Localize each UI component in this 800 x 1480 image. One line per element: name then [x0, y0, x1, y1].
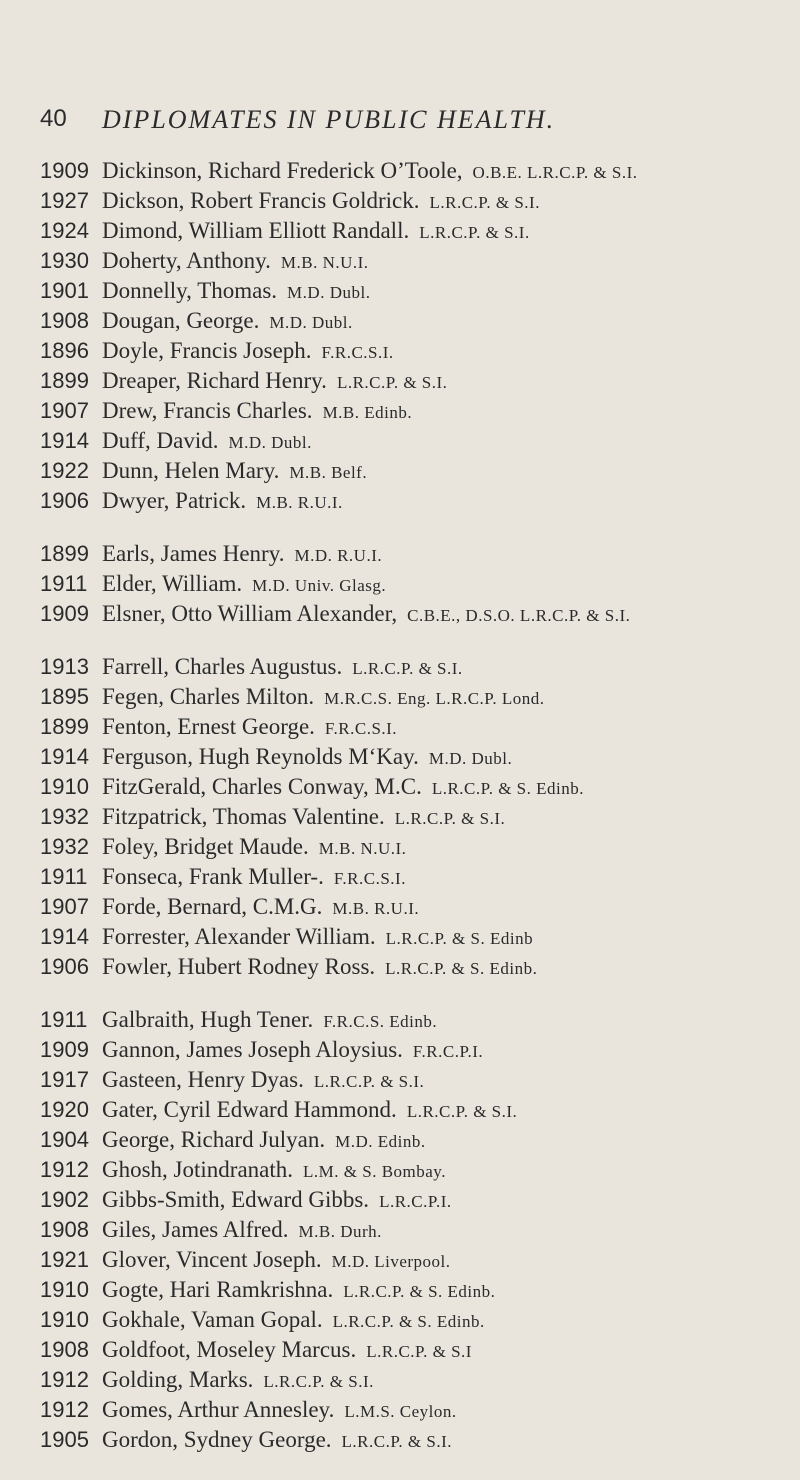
entry-name: Gomes, Arthur Annesley.	[102, 1397, 335, 1422]
entry-qualifications: M.B. Durh.	[298, 1222, 382, 1241]
entry-text	[102, 458, 367, 484]
entry-name: George, Richard Julyan.	[102, 1127, 326, 1152]
list-item	[0, 834, 800, 864]
entry-name: Dickinson, Richard Frederick O’Toole,	[102, 158, 463, 183]
entry-year: 1917	[40, 1067, 89, 1092]
list-item	[0, 158, 800, 188]
entry-text	[102, 1127, 426, 1153]
list-item	[0, 1367, 800, 1397]
entry-text	[102, 1247, 451, 1273]
entry-text	[102, 308, 353, 334]
page-number: 40	[40, 105, 67, 132]
list-item	[0, 368, 800, 398]
entry-text	[102, 654, 463, 680]
entry-qualifications: M.B. N.U.I.	[280, 253, 369, 272]
entry-qualifications: L.R.C.P. & S.I.	[419, 223, 530, 242]
entry-year: 1911	[40, 864, 88, 889]
entry-name: Gasteen, Henry Dyas.	[102, 1067, 304, 1092]
entry-text	[102, 684, 545, 710]
entry-text	[102, 1037, 483, 1063]
entry-name: Farrell, Charles Augustus.	[102, 654, 343, 679]
entry-qualifications: M.R.C.S. Eng. L.R.C.P. Lond.	[324, 689, 545, 708]
list-item	[0, 924, 800, 954]
entry-text	[102, 158, 638, 184]
list-item	[0, 954, 800, 984]
entry-text	[102, 1367, 374, 1393]
entry-qualifications: M.B. Belf.	[289, 463, 368, 482]
entry-name: Dwyer, Patrick.	[102, 488, 247, 513]
entry-year: 1910	[40, 1307, 89, 1332]
entry-text	[102, 601, 630, 627]
entry-year: 1902	[40, 1187, 89, 1212]
entry-qualifications: F.R.C.S. Edinb.	[323, 1012, 438, 1031]
list-item	[0, 654, 800, 684]
entry-year: 1927	[40, 188, 89, 213]
diplomate-list	[0, 158, 800, 1480]
entry-name: Golding, Marks.	[102, 1367, 254, 1392]
entry-qualifications: L.R.C.P. & S. Edinb.	[431, 779, 584, 798]
entry-year: 1895	[40, 684, 89, 709]
page-header	[0, 105, 800, 145]
entry-qualifications: F.R.C.P.I.	[412, 1042, 484, 1061]
entry-year: 1911	[40, 1007, 88, 1032]
entry-qualifications: L.R.C.P. & S. Edinb.	[385, 959, 538, 978]
list-item	[0, 1037, 800, 1067]
entry-text	[102, 338, 394, 364]
list-item	[0, 894, 800, 924]
entry-name: Ghosh, Jotindranath.	[102, 1157, 294, 1182]
entry-year: 1922	[40, 458, 89, 483]
list-item	[0, 1247, 800, 1277]
entry-name: Dunn, Helen Mary.	[102, 458, 280, 483]
entry-year: 1896	[40, 338, 89, 363]
entry-year: 1910	[40, 774, 89, 799]
entry-year: 1920	[40, 1097, 89, 1122]
entry-name: Fitzpatrick, Thomas Valentine.	[102, 804, 385, 829]
entry-name: Giles, James Alfred.	[102, 1217, 289, 1242]
entry-year: 1908	[40, 308, 89, 333]
entry-text	[102, 954, 537, 980]
entry-qualifications: M.D. Univ. Glasg.	[252, 576, 387, 595]
entry-year: 1912	[40, 1157, 89, 1182]
entry-text	[102, 924, 533, 950]
entry-text	[102, 714, 397, 740]
entry-year: 1908	[40, 1337, 89, 1362]
entry-qualifications: M.B. N.U.I.	[318, 839, 407, 858]
entry-name: Gordon, Sydney George.	[102, 1427, 332, 1452]
entry-year: 1899	[40, 541, 89, 566]
list-item	[0, 1157, 800, 1187]
entry-year: 1914	[40, 924, 89, 949]
entry-qualifications: C.B.E., D.S.O. L.R.C.P. & S.I.	[407, 606, 631, 625]
list-item	[0, 1397, 800, 1427]
list-item	[0, 1337, 800, 1367]
list-item	[0, 188, 800, 218]
entry-text	[102, 188, 540, 214]
entry-qualifications: M.B. R.U.I.	[256, 493, 343, 512]
list-item	[0, 398, 800, 428]
entry-name: Fonseca, Frank Muller-.	[102, 864, 324, 889]
entry-name: Dougan, George.	[102, 308, 260, 333]
entry-qualifications: L.R.C.P. & S. Edinb.	[343, 1282, 496, 1301]
entry-qualifications: M.D. Dubl.	[228, 433, 312, 452]
entry-year: 1907	[40, 398, 89, 423]
list-item	[0, 338, 800, 368]
entry-qualifications: L.R.C.P. & S. Edinb.	[332, 1312, 485, 1331]
entry-year: 1905	[40, 1427, 89, 1452]
entry-qualifications: L.R.C.P. & S.I.	[406, 1102, 518, 1121]
list-item	[0, 744, 800, 774]
entry-text	[102, 894, 419, 920]
list-item	[0, 601, 800, 631]
entry-name: Forrester, Alexander William.	[102, 924, 376, 949]
list-item	[0, 774, 800, 804]
entry-year: 1932	[40, 834, 89, 859]
entry-qualifications: F.R.C.S.I.	[324, 719, 398, 738]
entry-year: 1901	[40, 278, 89, 303]
entry-qualifications: L.R.C.P. & S.I.	[394, 809, 506, 828]
entry-text	[102, 1187, 452, 1213]
entry-year: 1904	[40, 1127, 89, 1152]
entry-name: Elsner, Otto William Alexander,	[102, 601, 398, 626]
entry-text	[102, 1067, 424, 1093]
entry-name: Donnelly, Thomas.	[102, 278, 278, 303]
entry-year: 1921	[40, 1247, 89, 1272]
list-item	[0, 1097, 800, 1127]
entry-qualifications: M.B. Edinb.	[322, 403, 413, 422]
entry-text	[102, 541, 382, 567]
entry-year: 1899	[40, 368, 89, 393]
entry-text	[102, 1277, 495, 1303]
entry-qualifications: M.B. R.U.I.	[332, 899, 420, 918]
entry-text	[102, 571, 386, 597]
list-item	[0, 308, 800, 338]
entry-name: Dickson, Robert Francis Goldrick.	[102, 188, 420, 213]
entry-qualifications: M.D. Dubl.	[287, 283, 371, 302]
list-item	[0, 571, 800, 601]
list-item	[0, 428, 800, 458]
entry-name: Goldfoot, Moseley Marcus.	[102, 1337, 357, 1362]
list-item	[0, 248, 800, 278]
entry-name: FitzGerald, Charles Conway, M.C.	[102, 774, 422, 799]
entry-group	[0, 541, 800, 631]
list-item	[0, 541, 800, 571]
entry-year: 1899	[40, 714, 89, 739]
entry-qualifications: M.D. Liverpool.	[331, 1252, 451, 1271]
entry-year: 1909	[40, 158, 89, 183]
list-item	[0, 1067, 800, 1097]
entry-text	[102, 428, 312, 454]
entry-name: Gogte, Hari Ramkrishna.	[102, 1277, 334, 1302]
entry-name: Fegen, Charles Milton.	[102, 684, 315, 709]
entry-year: 1911	[40, 571, 88, 596]
list-item	[0, 458, 800, 488]
list-item	[0, 278, 800, 308]
entry-text	[102, 804, 505, 830]
entry-text	[102, 398, 412, 424]
entry-text	[102, 488, 343, 514]
entry-name: Foley, Bridget Maude.	[102, 834, 309, 859]
entry-qualifications: L.M.S. Ceylon.	[344, 1402, 457, 1421]
entry-name: Drew, Francis Charles.	[102, 398, 313, 423]
entry-name: Fenton, Ernest George.	[102, 714, 315, 739]
entry-year: 1907	[40, 894, 89, 919]
entry-name: Dimond, William Elliott Randall.	[102, 218, 410, 243]
entry-qualifications: M.D. Dubl.	[269, 313, 353, 332]
entry-name: Gannon, James Joseph Aloysius.	[102, 1037, 403, 1062]
entry-qualifications: L.R.C.P. & S.I.	[352, 659, 463, 678]
entry-name: Gokhale, Vaman Gopal.	[102, 1307, 323, 1332]
entry-name: Earls, James Henry.	[102, 541, 285, 566]
entry-text	[102, 1397, 457, 1423]
entry-qualifications: M.D. Dubl.	[428, 749, 513, 768]
entry-text	[102, 1097, 517, 1123]
entry-qualifications: L.R.C.P. & S.I.	[336, 373, 448, 392]
entry-text	[102, 1007, 437, 1033]
entry-year: 1906	[40, 488, 89, 513]
list-item	[0, 1277, 800, 1307]
entry-qualifications: L.R.C.P. & S.I.	[263, 1372, 374, 1391]
list-item	[0, 1307, 800, 1337]
entry-text	[102, 774, 584, 800]
list-item	[0, 684, 800, 714]
entry-year: 1908	[40, 1217, 89, 1242]
entry-name: Galbraith, Hugh Tener.	[102, 1007, 314, 1032]
list-item	[0, 1217, 800, 1247]
entry-text	[102, 1427, 452, 1453]
list-item	[0, 218, 800, 248]
entry-qualifications: L.R.C.P.I.	[379, 1192, 452, 1211]
entry-group	[0, 158, 800, 518]
entry-qualifications: O.B.E. L.R.C.P. & S.I.	[472, 163, 638, 182]
entry-text	[102, 834, 406, 860]
entry-name: Elder, William.	[102, 571, 243, 596]
entry-name: Forde, Bernard, C.M.G.	[102, 894, 323, 919]
entry-qualifications: L.R.C.P. & S.I.	[429, 193, 540, 212]
entry-qualifications: L.R.C.P. & S.I.	[313, 1072, 425, 1091]
entry-text	[102, 864, 406, 890]
running-head: DIPLOMATES IN PUBLIC HEALTH.	[102, 105, 556, 134]
entry-text	[102, 1157, 446, 1183]
entry-qualifications: L.R.C.P. & S. Edinb	[385, 929, 534, 948]
entry-qualifications: F.R.C.S.I.	[333, 869, 406, 888]
entry-year: 1913	[40, 654, 89, 679]
entry-name: Doyle, Francis Joseph.	[102, 338, 312, 363]
entry-text	[102, 278, 370, 304]
list-item	[0, 804, 800, 834]
list-item	[0, 1127, 800, 1157]
entry-year: 1914	[40, 744, 89, 769]
list-item	[0, 1187, 800, 1217]
entry-year: 1909	[40, 1037, 89, 1062]
entry-qualifications: L.R.C.P. & S.I.	[341, 1432, 453, 1451]
entry-name: Duff, David.	[102, 428, 219, 453]
entry-text	[102, 1307, 485, 1333]
entry-text	[102, 218, 530, 244]
entry-name: Ferguson, Hugh Reynolds M‘Kay.	[102, 744, 419, 769]
list-item	[0, 1007, 800, 1037]
entry-name: Gater, Cyril Edward Hammond.	[102, 1097, 397, 1122]
entry-name: Gibbs-Smith, Edward Gibbs.	[102, 1187, 370, 1212]
entry-year: 1912	[40, 1367, 89, 1392]
entry-year: 1909	[40, 601, 89, 626]
entry-qualifications: L.R.C.P. & S.I	[366, 1342, 472, 1361]
entry-qualifications: F.R.C.S.I.	[321, 343, 394, 362]
list-item	[0, 714, 800, 744]
entry-text	[102, 368, 447, 394]
entry-year: 1912	[40, 1397, 89, 1422]
entry-text	[102, 744, 512, 770]
entry-year: 1932	[40, 804, 89, 829]
entry-text	[102, 1337, 472, 1363]
entry-qualifications: M.D. Edinb.	[335, 1132, 426, 1151]
entry-qualifications: M.D. R.U.I.	[294, 546, 383, 565]
entry-year: 1906	[40, 954, 89, 979]
entry-qualifications: L.M. & S. Bombay.	[303, 1162, 446, 1181]
entry-year: 1924	[40, 218, 89, 243]
entry-year: 1910	[40, 1277, 89, 1302]
entry-year: 1914	[40, 428, 89, 453]
entry-name: Doherty, Anthony.	[102, 248, 271, 273]
entry-year: 1930	[40, 248, 89, 273]
entry-text	[102, 1217, 382, 1243]
list-item	[0, 864, 800, 894]
entry-group	[0, 1007, 800, 1457]
entry-text	[102, 248, 369, 274]
entry-name: Dreaper, Richard Henry.	[102, 368, 327, 393]
list-item	[0, 1427, 800, 1457]
list-item	[0, 488, 800, 518]
entry-name: Glover, Vincent Joseph.	[102, 1247, 322, 1272]
entry-group	[0, 654, 800, 984]
entry-name: Fowler, Hubert Rodney Ross.	[102, 954, 376, 979]
